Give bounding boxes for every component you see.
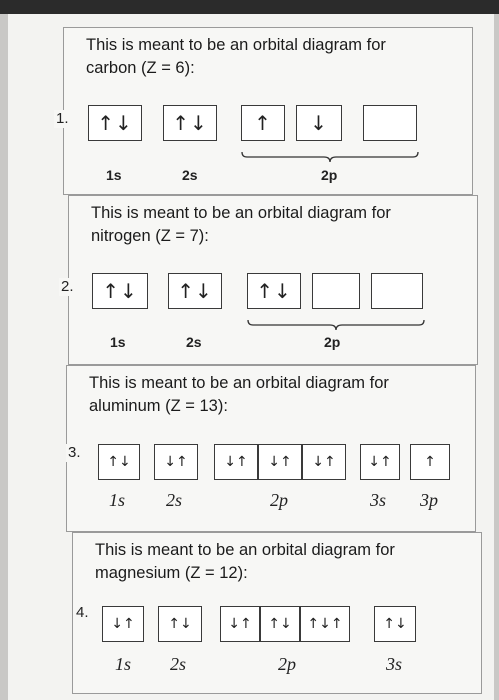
- label-2p: 2p: [270, 490, 288, 510]
- label-3s: 3s: [370, 490, 387, 510]
- orbital-box-2s: ↓↑: [154, 444, 198, 480]
- prompt-line-2: magnesium (Z = 12):: [95, 564, 248, 582]
- orbital-box-2p-3: [371, 273, 423, 309]
- orbital-box-1s: ↑↓: [98, 444, 140, 480]
- orbital-box-2p-1: ↑: [241, 105, 285, 141]
- label-2p: 2p: [278, 654, 296, 674]
- orbital-box-2p-3: ↑↓↑: [300, 606, 350, 642]
- prompt-carbon: [86, 34, 466, 80]
- orbital-box-2p-1: ↑↓: [247, 273, 301, 309]
- worksheet: [8, 14, 494, 700]
- prompt-line-1: This is meant to be an orbital diagram for: [91, 204, 391, 222]
- orbital-box-3p: ↑: [410, 444, 450, 480]
- orbital-box-2p-3: [363, 105, 417, 141]
- orbital-box-1s: ↑↓: [88, 105, 142, 141]
- brace-2p: [241, 151, 419, 163]
- orbital-box-3s: ↓↑: [360, 444, 400, 480]
- prompt-line-2: aluminum (Z = 13):: [89, 397, 228, 415]
- prompt-line-2: carbon (Z = 6):: [86, 59, 195, 77]
- orbital-box-2p-2: ↓↑: [258, 444, 302, 480]
- orbital-box-2p-2: ↑↓: [260, 606, 300, 642]
- prompt-line-1: This is meant to be an orbital diagram for: [86, 36, 386, 54]
- orbital-box-1s: ↑↓: [92, 273, 148, 309]
- prompt-aluminum: [89, 372, 469, 418]
- orbital-box-1s: ↓↑: [102, 606, 144, 642]
- question-number-4: 4.: [76, 604, 89, 621]
- label-2s: 2s: [170, 654, 187, 674]
- question-number-2: 2.: [61, 278, 74, 295]
- orbital-box-3s: ↑↓: [374, 606, 416, 642]
- prompt-line-1: This is meant to be an orbital diagram for: [95, 541, 395, 559]
- orbital-box-2p-2: ↓: [296, 105, 342, 141]
- label-2s: 2s: [186, 334, 202, 350]
- label-1s: 1s: [115, 654, 132, 674]
- label-1s: 1s: [109, 490, 126, 510]
- prompt-nitrogen: [91, 202, 471, 248]
- question-number-3: 3.: [68, 444, 81, 461]
- label-2p: 2p: [321, 167, 338, 183]
- top-bar: [0, 0, 499, 14]
- prompt-line-1: This is meant to be an orbital diagram for: [89, 374, 389, 392]
- label-3p: 3p: [420, 490, 438, 510]
- orbital-box-2p-3: ↓↑: [302, 444, 346, 480]
- orbital-box-2s: ↑↓: [163, 105, 217, 141]
- label-2s: 2s: [182, 167, 198, 183]
- orbital-box-2p-1: ↓↑: [220, 606, 260, 642]
- label-3s: 3s: [386, 654, 403, 674]
- orbital-box-2p-1: ↓↑: [214, 444, 258, 480]
- label-1s: 1s: [106, 167, 122, 183]
- orbital-box-2p-2: [312, 273, 360, 309]
- label-2s: 2s: [166, 490, 183, 510]
- prompt-line-2: nitrogen (Z = 7):: [91, 227, 209, 245]
- prompt-magnesium: [95, 539, 475, 585]
- brace-2p: [247, 319, 425, 331]
- label-1s: 1s: [110, 334, 126, 350]
- orbital-box-2s: ↑↓: [158, 606, 202, 642]
- label-2p: 2p: [324, 334, 341, 350]
- question-number-1: 1.: [56, 110, 69, 127]
- orbital-box-2s: ↑↓: [168, 273, 222, 309]
